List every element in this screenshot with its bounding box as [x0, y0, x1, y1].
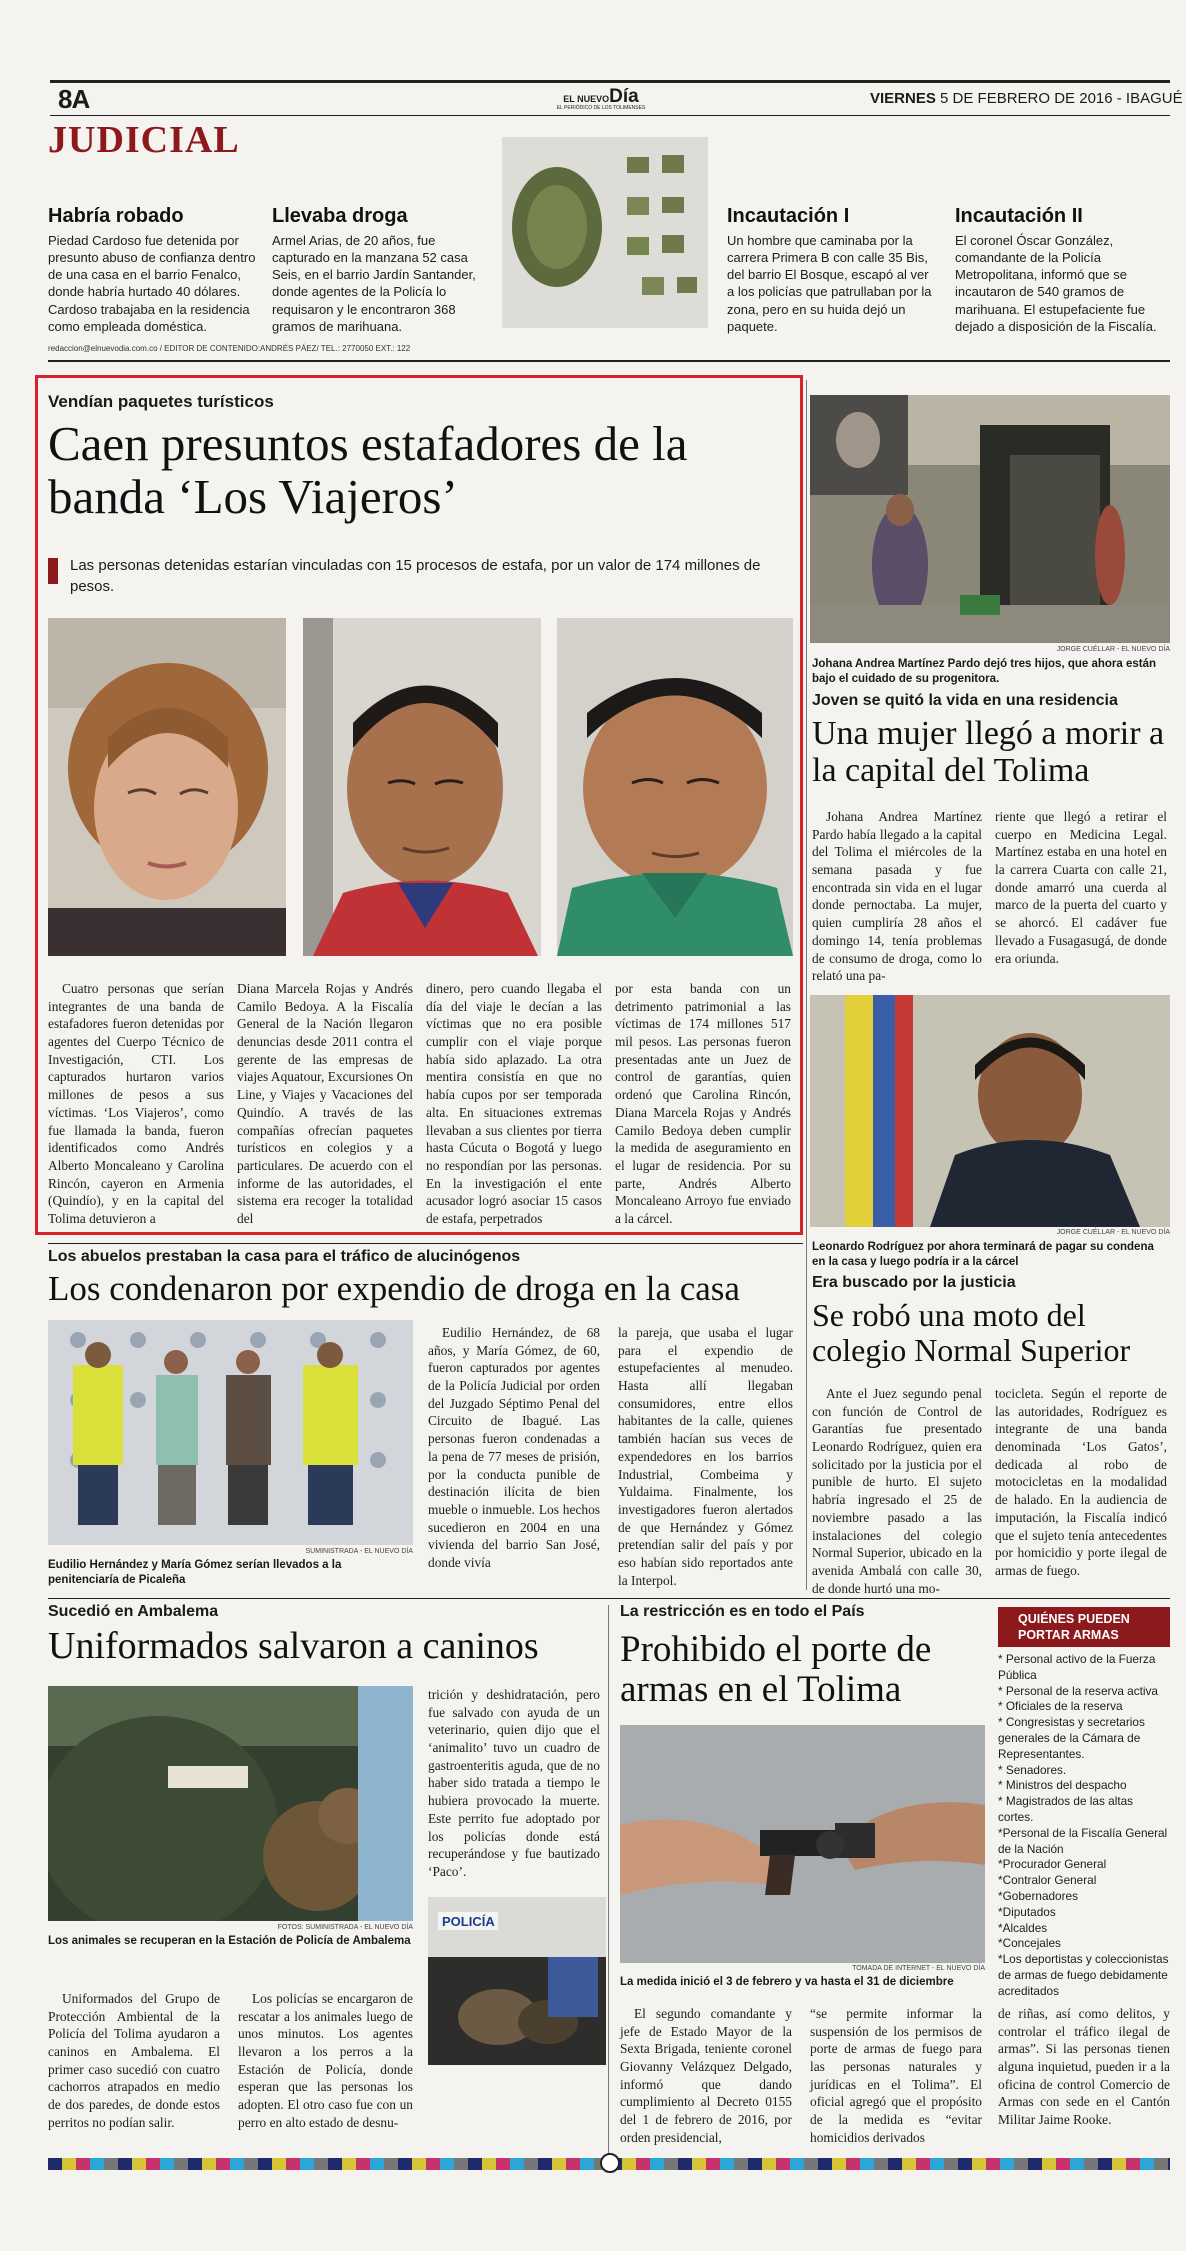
brief-text: Armel Arias, de 20 años, fue capturado en la manzana 52 casa Seis, en el barrio Jardín Santander, donde agentes de la Policía lo requisaron y le encontraron 368 gramos de marihuana.: [272, 233, 476, 334]
brief-1: [48, 205, 258, 335]
dogs-headline: Uniformados salvaron a caninos: [48, 1625, 539, 1667]
brief-title: Llevaba droga: [272, 205, 408, 227]
paragraph: tocicleta. Según el reporte de las autoridades, Rodríguez es integrante de una banda denominada ‘Los Gatos’, dedicada al robo de motocicletas en la modalidad de halado. En la audiencia de imputación, la Fiscalía indicó que el sujeto tenía antecedentes por homicidio y porte ilegal de armas de fuego.: [995, 1386, 1167, 1578]
svg-text:POLICÍA: POLICÍA: [442, 1914, 495, 1929]
list-item: *Alcaldes: [998, 1920, 1048, 1935]
suicide-kicker: Joven se quitó la vida en una residencia: [812, 692, 1118, 709]
drug-column-1: [428, 1324, 600, 1572]
suicide-column-1: [812, 808, 982, 985]
divider: [806, 380, 807, 1590]
registration-mark-icon: [600, 2153, 620, 2173]
logo-small: EL NUEVO: [563, 94, 610, 104]
lead-deck: Las personas detenidas estarían vinculadas con 15 procesos de estafa, por un valor de 174 millones de pesos.: [70, 557, 761, 595]
list-item: * Senadores.: [998, 1762, 1067, 1777]
handgun-handover-photo: [620, 1725, 985, 1963]
drug-kicker: Los abuelos prestaban la casa para el tráfico de alucinógenos: [48, 1248, 521, 1265]
list-item: * Congresistas y secretarios generales de la Cámara de Representantes.: [998, 1715, 1145, 1761]
lead-column-4: [615, 980, 791, 1228]
weapons-column-2: [810, 2005, 982, 2147]
paragraph: Uniformados del Grupo de Protección Ambiental de la Policía del Tolima ayudaron a caninos en Ambalema. El primer caso sucedió con cuatro cachorros atrapados en medio de dos paredes, de donde estos perritos no podían salir.: [48, 1991, 220, 2130]
paragraph: por esta banda con un detrimento patrimonial a las víctimas de 174 millones 517 mil pesos. Las personas fueron presentadas ante un Juez de control de garantías, quien ordenó que Carolina Rincón, Diana Marcela Rojas y Andrés Camilo Bedoya deben cumplir la medida de aseguramiento en el lugar de residencia. Por su parte, Andrés Alberto Moncaleano Arroyo fue enviado a la cárcel.: [615, 981, 791, 1226]
header-date: [870, 90, 1183, 107]
header-sub-rule: [50, 115, 1170, 116]
paragraph: la pareja, que usaba el lugar para el expendio de estupefacientes al menudeo. Hasta allí llegaban consumidores, entre ellos habitantes de la calle, quienes también hacían sus veces de expendedores en los barrios Industrial, Combeima y Yuldaima. Finalmente, los investigadores fueron alertados de que Hernández y Gómez pretendían salir del país y por eso habían sido reportados ante la Interpol.: [618, 1325, 793, 1588]
logo-tagline: EL PERIÓDICO DE LOS TOLIMENSES: [556, 105, 646, 111]
mugshot-woman-photo: [48, 618, 286, 956]
brief-title: Incautación II: [955, 205, 1083, 227]
brief-2: [272, 205, 487, 335]
list-item: *Personal de la Fiscalía General de la Nación: [998, 1825, 1168, 1856]
arrested-elderly-couple-photo: [48, 1320, 413, 1545]
list-item: *Diputados: [998, 1904, 1056, 1919]
sidebar-list: [998, 1652, 1170, 2000]
photo-credit: FOTOS: SUMINISTRADA - EL NUEVO DÍA: [277, 1924, 413, 1931]
photo-caption: Johana Andrea Martínez Pardo dejó tres hijos, que ahora están bajo el cuidado de su progenitora.: [812, 658, 1157, 685]
brief-3: [727, 205, 932, 335]
photo-caption: Los animales se recuperan en la Estación de Policía de Ambalema: [48, 1935, 411, 1947]
lead-column-1: [48, 980, 224, 1228]
paragraph: “se permite informar la suspensión de los permisos de porte de armas de fuego para las personas naturales y jurídicas en el Tolima”. El oficial agregó que el propósito de la medida es “evitar homicidios derivados: [810, 2006, 982, 2145]
date-rest: 5 DE FEBRERO DE 2016 - IBAGUÉ: [940, 90, 1183, 107]
paragraph: de riñas, así como delitos, y controlar el tráfico ilegal de armas”. Si las personas tienen alguna inquietud, pueden ir a la oficina de control Comercio de Armas con sede en el Cantón Militar Jaime Rooke.: [998, 2006, 1170, 2128]
paragraph: El segundo comandante y jefe de Estado Mayor de la Sexta Brigada, teniente coronel Giovanny Velázquez Delgado, informó que dando cumplimiento al Decreto 0155 del 1 de febrero de 2016, por orden presidencial,: [620, 2006, 792, 2145]
lead-kicker: Vendían paquetes turísticos: [48, 392, 274, 411]
contact-line: redaccion@elnuevodia.com.co / EDITOR DE CONTENIDO:ANDRÉS PÁEZ/ TEL.: 2770050 EXT.: 122: [48, 344, 411, 353]
moto-column-2: [995, 1385, 1167, 1580]
suicide-column-2: [995, 808, 1167, 967]
dogs-kicker: Sucedió en Ambalema: [48, 1603, 219, 1620]
mugshot-older-man-photo: [557, 618, 793, 956]
dogs-side-column: [428, 1686, 600, 1881]
paragraph: Ante el Juez segundo penal con función de Control de Garantías fue presentado Leonardo Rodríguez, quien era solicitado por la justicia por el punible de hurto. El sujeto habría ingresado el 25 de noviembre pasado a las instalaciones del colegio Normal Superior, ubicado en la avenida Ambalá con calle 30, de donde hurtó una mo-: [812, 1386, 982, 1596]
section-title: JUDICIAL: [48, 119, 240, 161]
brief-title: Incautación I: [727, 205, 850, 227]
paragraph: Johana Andrea Martínez Pardo había llegado a la capital del Tolima el miércoles de la semana pasada y fue encontrada sin vida en el lugar donde pernoctaba. La mujer, quien cumpliría 28 años el domingo 14, tenía problemas de consumo de droga, como lo relató una pa-: [812, 809, 982, 984]
drug-headline: Los condenaron por expendio de droga en la casa: [48, 1269, 740, 1308]
list-item: * Personal de la reserva activa: [998, 1683, 1158, 1698]
list-item: * Oficiales de la reserva: [998, 1699, 1123, 1714]
paragraph: Los policías se encargaron de rescatar a los animales luego de unos minutos. Los agentes llevaron a los perros a la Estación de Policía, donde esperan que las personas los adopten. El otro caso fue con un perro en alto estado de desnu-: [238, 1991, 413, 2130]
header-top-rule: [50, 80, 1170, 83]
lead-column-2: [237, 980, 413, 1228]
masthead-logo: [556, 86, 646, 111]
logo-big: Día: [609, 86, 639, 107]
brief-text: Un hombre que caminaba por la carrera Primera B con calle 35 Bis, del barrio El Bosque, escapó al ver a los policías que patrullaban por la zona, pero en su huida dejó un paquete.: [727, 233, 932, 334]
list-item: * Magistrados de las altas cortes.: [998, 1794, 1134, 1824]
weapons-headline: Prohibido el porte de armas en el Tolima: [620, 1629, 932, 1710]
police-station-dogs-photo: [428, 1897, 606, 2065]
list-item: * Ministros del despacho: [998, 1778, 1127, 1793]
brief-text: Piedad Cardoso fue detenida por presunto abuso de confianza dentro de una casa en el barrio Fenalco, donde habría hurtado 40 dólares. Cardoso trabajaba en la residencia como empleada doméstica.: [48, 233, 256, 334]
list-item: *Procurador General: [998, 1857, 1107, 1872]
brief-title: Habría robado: [48, 205, 184, 227]
deck-marker: [48, 558, 58, 584]
paragraph: Diana Marcela Rojas y Andrés Camilo Bedoya. A la Fiscalía General de la Nación llegaron denuncias desde 2011 contra el gerente de las empresas de viajes Aquatour, Excursiones On Line, y Viajes y Vacaciones del Quindío. A través de las compañías ofrecían paquetes turísticos en colegios y a particulares. De acuerdo con el informe de las autoridades, el sistema era recoger la totalidad del: [237, 981, 413, 1226]
photo-caption: Eudilio Hernández y María Gómez serían llevados a la penitenciaría de Picaleña: [48, 1559, 342, 1586]
photo-credit: SUMINISTRADA - EL NUEVO DÍA: [305, 1548, 413, 1555]
photo-caption: Leonardo Rodríguez por ahora terminará de pagar su condena en la casa y luego podría ir a la cárcel: [812, 1241, 1154, 1268]
photo-credit: JORGE CUÉLLAR - EL NUEVO DÍA: [1056, 646, 1170, 653]
paragraph: Eudilio Hernández, de 68 años, y María Gómez, de 60, fueron capturados por agentes de la Policía Judicial por orden del Juzgado Séptimo Penal del Circuito de Ibagué. Las personas fueron condenadas a la pena de 77 meses de prisión, por la conducta punible de destinación ilícita de bien mueble o inmueble. Los hechos sucedieron en 2004 en una vivienda del barrio San José, donde vivía: [428, 1325, 600, 1570]
seized-drugs-photo: [502, 137, 708, 328]
divider: [48, 1598, 1170, 1599]
paragraph: dinero, pero cuando llegaba el día del viaje le decían a las víctimas que no era posible cumplir con el viaje porque había sido aplazado. La otra mentira consistía en que no había cupos por ser temporada alta. En situaciones extremas llevaban a sus clientes por tierra hasta Cúcuta o Bogotá y luego no respondían por las personas. En la investigación el ente acusador logró asociar 15 casos de estafa, perpetrados: [426, 981, 602, 1226]
weapons-column-1: [620, 2005, 792, 2147]
list-item: *Los deportistas y coleccionistas de armas de fuego debidamente acreditados: [998, 1952, 1169, 1998]
dogs-column-2: [238, 1990, 413, 2132]
list-item: *Concejales: [998, 1936, 1061, 1951]
mugshot-young-man-photo: [303, 618, 541, 956]
paragraph: trición y deshidratación, pero fue salvado con ayuda de un veterinario, quien dijo que el ‘animalito’ tuvo un cuadro de gastroenteritis aguda, que de no haber sido tratada a tiempo le hubiera provocado la muerte. Este perrito fue adoptado por los policías donde está recuperándose y fue bautizado ‘Paco’.: [428, 1687, 600, 1879]
divider: [608, 1605, 609, 2160]
lead-column-3: [426, 980, 602, 1228]
briefs-rule: [48, 360, 1170, 362]
sidebar-title-box: [998, 1607, 1170, 1647]
moto-headline: Se robó una moto del colegio Normal Superior: [812, 1297, 1131, 1368]
arrested-man-photo: [810, 995, 1170, 1227]
photo-credit: JORGE CUÉLLAR - EL NUEVO DÍA: [1056, 1229, 1170, 1236]
brief-4: [955, 205, 1165, 335]
lead-headline: Caen presuntos estafadores de la banda ‘Los Viajeros’: [48, 416, 688, 524]
list-item: *Contralor General: [998, 1873, 1097, 1888]
drug-column-2: [618, 1324, 793, 1589]
police-holding-dog-photo: [48, 1686, 413, 1921]
photo-caption: La medida inició el 3 de febrero y va hasta el 31 de diciembre: [620, 1976, 954, 1988]
suicide-headline: Una mujer llegó a morir a la capital del Tolima: [812, 715, 1165, 789]
paragraph: riente que llegó a retirar el cuerpo en Medicina Legal. Martínez estaba en una hotel en la carrera Cuarta con calle 21, donde amarró una cuerda al marco de la puerta del cuarto y se ahorcó. El cadáver fue llevado a Fusagasugá, de donde era oriunda.: [995, 809, 1167, 966]
moto-column-1: [812, 1385, 982, 1597]
weapons-kicker: La restricción es en todo el País: [620, 1603, 865, 1620]
paragraph: Cuatro personas que serían integrantes de una banda de estafadores fueron detenidas por agentes del Cuerpo Técnico de Investigación, CTI. Los capturados hurtaron varios millones de pesos a sus víctimas. ‘Los Viajeros’, como fue llamada la banda, fueron identificados como Andrés Alberto Moncaleano y Carolina Rincón, cayeron en Armenia (Quindío), y en la capital del Tolima detuvieron a: [48, 981, 224, 1226]
weapons-column-3: [998, 2005, 1170, 2129]
residence-photo: [810, 395, 1170, 643]
dogs-column-1: [48, 1990, 220, 2132]
date-day: VIERNES: [870, 90, 936, 107]
list-item: *Gobernadores: [998, 1888, 1079, 1903]
divider: [48, 1243, 803, 1244]
page-number: 8A: [58, 84, 90, 114]
photo-credit: TOMADA DE INTERNET - EL NUEVO DÍA: [852, 1965, 985, 1972]
brief-text: El coronel Óscar González, comandante de la Policía Metropolitana, informó que se incautaron de 540 gramos de marihuana. El estupefaciente fue dejado a disposición de la Fiscalía.: [955, 233, 1157, 334]
moto-kicker: Era buscado por la justicia: [812, 1274, 1016, 1291]
sidebar-title: QUIÉNES PUEDEN PORTAR ARMAS: [1018, 1612, 1130, 1643]
list-item: * Personal activo de la Fuerza Pública: [998, 1652, 1156, 1682]
